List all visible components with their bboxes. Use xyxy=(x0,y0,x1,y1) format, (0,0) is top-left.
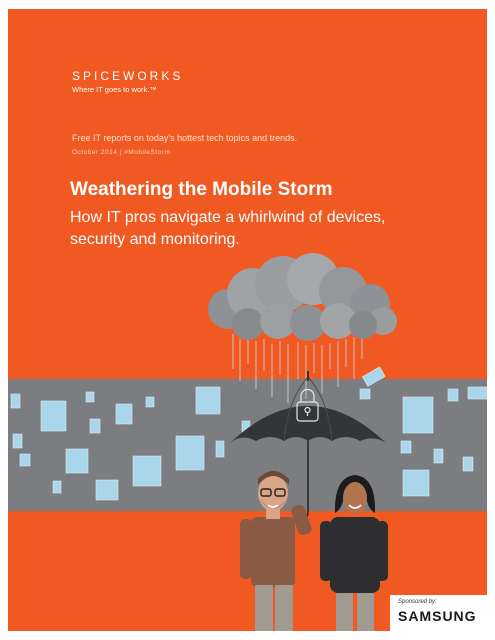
report-cover xyxy=(8,9,487,631)
tablet-icon xyxy=(41,401,66,431)
page-title: Weathering the Mobile Storm xyxy=(70,179,333,200)
tablet-icon xyxy=(11,394,20,408)
tablet-icon xyxy=(116,404,132,424)
phone-icon xyxy=(13,434,22,448)
tablet-icon xyxy=(468,387,487,399)
logo-wordmark: SPICEWORKS xyxy=(72,69,184,83)
tablet-icon xyxy=(403,397,433,433)
sponsor-label: Sponsored by: xyxy=(398,599,437,605)
date-hashtag: October 2014 | #MobileStorm xyxy=(72,149,171,156)
tablet-icon xyxy=(403,470,429,496)
phone-icon xyxy=(90,419,100,433)
phone-icon xyxy=(463,457,473,471)
phone-icon xyxy=(401,441,411,453)
phone-icon xyxy=(53,481,61,493)
sponsor-box xyxy=(390,595,487,631)
logo-tagline: Where IT goes to work.™ xyxy=(72,85,157,94)
cloud-icon xyxy=(208,253,397,341)
phone-icon xyxy=(360,389,370,399)
tablet-icon xyxy=(133,456,161,486)
sponsor-brand: SAMSUNG xyxy=(398,608,477,624)
phone-icon xyxy=(434,449,443,463)
page-subtitle: How IT pros navigate a whirlwind of devices, security and monitoring. xyxy=(70,209,386,248)
intro-text: Free IT reports on today's hottest tech topics and trends. xyxy=(72,133,298,143)
phone-icon xyxy=(216,441,224,457)
person-icon xyxy=(320,475,388,631)
phone-icon xyxy=(20,454,30,466)
storm-illustration xyxy=(8,9,487,631)
phone-icon xyxy=(448,389,458,401)
phone-icon xyxy=(362,367,385,387)
phone-icon xyxy=(146,397,154,407)
tablet-icon xyxy=(176,436,204,470)
phone-icon xyxy=(86,392,94,402)
tablet-icon xyxy=(96,480,118,500)
person-icon xyxy=(240,471,313,631)
tablet-icon xyxy=(66,449,88,473)
tablet-icon xyxy=(196,387,220,414)
